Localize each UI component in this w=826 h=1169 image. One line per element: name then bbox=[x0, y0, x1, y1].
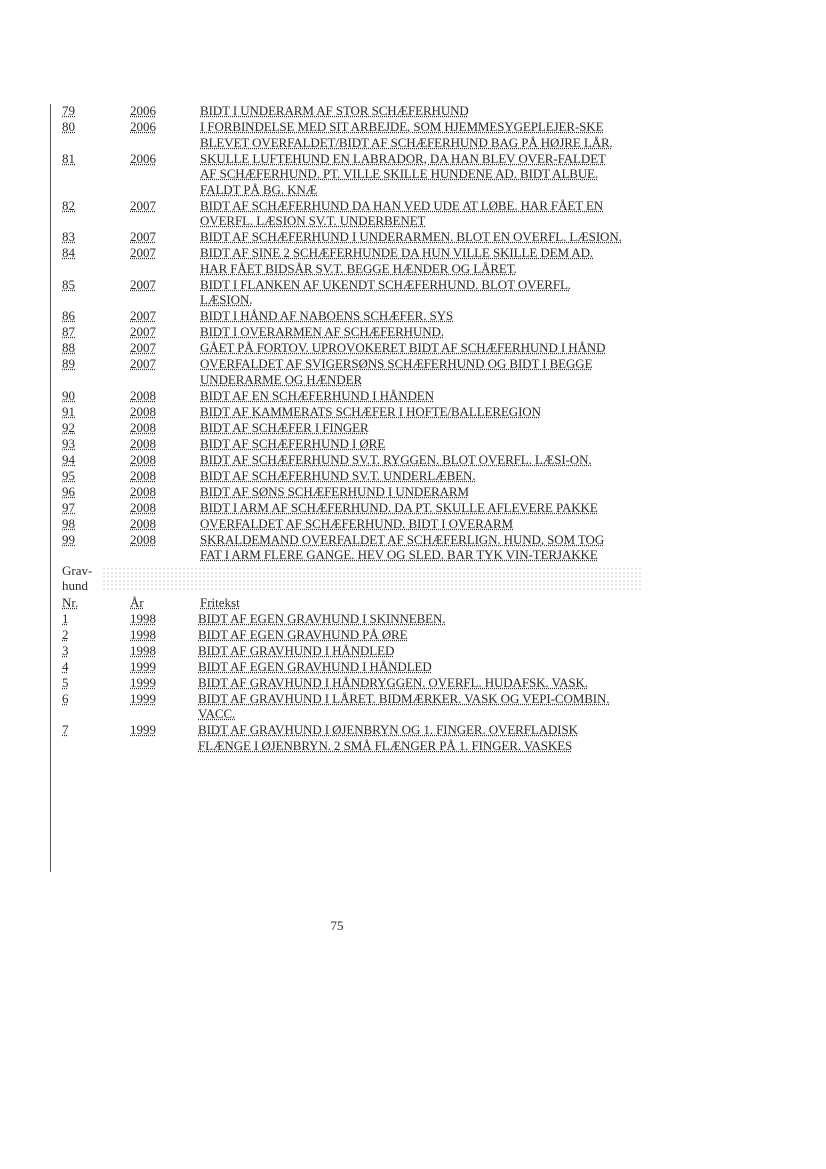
row-text: OVERFALDET AF SVIGERSØNS SCHÆFERHUND OG BIDT I BEGGE UNDERARME OG HÆNDER bbox=[200, 356, 593, 387]
table-row bbox=[62, 245, 622, 276]
row-year: 1999 bbox=[130, 722, 156, 737]
row-text: BIDT AF SCHÆFERHUND I ØRE bbox=[200, 435, 386, 451]
row-text: BIDT AF SCHÆFER I FINGER bbox=[200, 419, 369, 435]
row-year: 2008 bbox=[130, 515, 156, 531]
row-number: 99 bbox=[62, 531, 75, 547]
row-year: 2008 bbox=[130, 531, 156, 547]
row-number: 84 bbox=[62, 245, 75, 260]
row-year: 2006 bbox=[130, 103, 156, 118]
row-text: SKRALDEMAND OVERFALDET AF SCHÆFERLIGN. HUND, SOM TOG FAT I ARM FLERE GANGE. HEV OG SLED. BAR TYK VIN-TERJAKKE bbox=[200, 531, 605, 562]
table-row bbox=[62, 500, 622, 516]
table-row bbox=[62, 198, 622, 229]
scan-noise bbox=[102, 567, 642, 591]
table-row bbox=[62, 659, 622, 675]
table-row bbox=[62, 356, 622, 387]
row-year: 2007 bbox=[130, 276, 156, 292]
row-text: BIDT I HÅND AF NABOENS SCHÆFER. SYS bbox=[200, 308, 454, 323]
row-text: BIDT AF SINE 2 SCHÆFERHUNDE DA HUN VILLE SKILLE DEM AD. HAR FÅET BIDSÅR SV.T. BEGGE HÆNDER OG LÅRET. bbox=[200, 245, 594, 276]
row-text: BIDT AF SCHÆFERHUND DA HAN VED UDE AT LØBE. HAR FÅET EN OVERFL. LÆSION SV.T. UNDERBENET bbox=[200, 197, 604, 228]
row-text: BIDT AF EGEN GRAVHUND I HÅNDLED bbox=[198, 658, 432, 674]
row-text: BIDT AF GRAVHUND I LÅRET. BIDMÆRKER. VASK OG VEPI-COMBIN. VACC. bbox=[198, 690, 610, 721]
row-text: BIDT AF SCHÆFERHUND SV.T. UNDERLÆBEN. bbox=[200, 467, 476, 483]
row-year: 2008 bbox=[130, 467, 156, 483]
row-text: BIDT AF GRAVHUND I ØJENBRYN OG 1. FINGER. OVERFLADISK FLÆNGE I ØJENBRYN. 2 SMÅ FLÆNGER PÅ 1. FINGER. VASKES bbox=[198, 722, 578, 753]
row-text: BIDT AF KAMMERATS SCHÆFER I HOFTE/BALLEREGION bbox=[200, 403, 541, 419]
row-number: 92 bbox=[62, 419, 75, 435]
header-year: År bbox=[130, 595, 144, 610]
table-row bbox=[62, 627, 622, 643]
row-number: 80 bbox=[62, 119, 75, 134]
table-row bbox=[62, 151, 622, 198]
row-number: 91 bbox=[62, 403, 75, 419]
row-text: BIDT I OVERARMEN AF SCHÆFERHUND. bbox=[200, 324, 444, 339]
row-text: OVERFALDET AF SCHÆFERHUND. BIDT I OVERARM bbox=[200, 515, 513, 531]
row-number: 79 bbox=[62, 103, 75, 118]
row-text: BIDT I UNDERARM AF STOR SCHÆFERHUND bbox=[200, 103, 469, 118]
row-year: 1999 bbox=[130, 674, 156, 690]
schaefer-rows bbox=[62, 103, 622, 563]
row-year: 2008 bbox=[130, 387, 156, 403]
gravhund-rows bbox=[62, 611, 622, 754]
row-number: 97 bbox=[62, 499, 75, 515]
row-text: BIDT AF GRAVHUND I HÅNDRYGGEN. OVERFL. HUDAFSK. VASK. bbox=[198, 674, 588, 690]
row-number: 89 bbox=[62, 356, 75, 371]
row-text: BIDT I FLANKEN AF UKENDT SCHÆFERHUND. BLOT OVERFL. LÆSION. bbox=[200, 276, 571, 307]
table-row bbox=[62, 340, 622, 356]
table-header bbox=[62, 595, 622, 611]
row-year: 2007 bbox=[130, 229, 156, 244]
row-number: 3 bbox=[62, 642, 69, 658]
row-year: 2007 bbox=[130, 197, 156, 213]
row-year: 2007 bbox=[130, 356, 156, 371]
row-number: 1 bbox=[62, 610, 69, 626]
row-number: 95 bbox=[62, 467, 75, 483]
margin-rule bbox=[50, 104, 51, 872]
row-text: BIDT AF EGEN GRAVHUND PÅ ØRE bbox=[198, 626, 408, 642]
row-text: BIDT I ARM AF SCHÆFERHUND. DA PT. SKULLE AFLEVERE PAKKE bbox=[200, 499, 598, 515]
row-text: BIDT AF EGEN GRAVHUND I SKINNEBEN. bbox=[198, 610, 446, 626]
table-row bbox=[62, 229, 622, 245]
row-number: 86 bbox=[62, 308, 75, 323]
row-text: BIDT AF SCHÆFERHUND I UNDERARMEN. BLOT EN OVERFL. LÆSION. bbox=[200, 229, 622, 244]
table-row bbox=[62, 452, 622, 468]
row-text: BIDT AF GRAVHUND I HÅNDLED bbox=[198, 642, 395, 658]
row-year: 2007 bbox=[130, 324, 156, 339]
row-text: BIDT AF SØNS SCHÆFERHUND I UNDERARM bbox=[200, 483, 469, 499]
row-text: I FORBINDELSE MED SIT ARBEJDE, SOM HJEMMESYGEPLEJER-SKE BLEVET OVERFALDET/BIDT AF SCHÆFERHUND BAG PÅ HØJRE LÅR. bbox=[200, 119, 613, 150]
row-year: 2008 bbox=[130, 419, 156, 435]
table-row bbox=[62, 436, 622, 452]
row-year: 1998 bbox=[130, 626, 156, 642]
record-table bbox=[62, 103, 622, 754]
header-nr: Nr. bbox=[62, 595, 79, 610]
table-row bbox=[62, 532, 622, 563]
row-number: 82 bbox=[62, 197, 75, 213]
row-number: 81 bbox=[62, 150, 75, 166]
row-year: 2008 bbox=[130, 483, 156, 499]
table-row bbox=[62, 691, 622, 722]
row-year: 2007 bbox=[130, 245, 156, 260]
row-year: 1999 bbox=[130, 690, 156, 706]
section-heading bbox=[62, 563, 622, 595]
row-number: 98 bbox=[62, 515, 75, 531]
row-year: 1998 bbox=[130, 610, 156, 626]
row-number: 7 bbox=[62, 722, 69, 737]
row-number: 88 bbox=[62, 340, 75, 355]
row-year: 1999 bbox=[130, 658, 156, 674]
row-number: 87 bbox=[62, 324, 75, 339]
row-number: 5 bbox=[62, 674, 69, 690]
row-year: 2008 bbox=[130, 403, 156, 419]
table-row bbox=[62, 516, 622, 532]
table-row bbox=[62, 324, 622, 340]
row-text: BIDT AF EN SCHÆFERHUND I HÅNDEN bbox=[200, 387, 434, 403]
table-row bbox=[62, 484, 622, 500]
row-number: 94 bbox=[62, 451, 75, 467]
table-row bbox=[62, 420, 622, 436]
row-year: 1998 bbox=[130, 642, 156, 658]
row-number: 96 bbox=[62, 483, 75, 499]
table-row bbox=[62, 277, 622, 308]
row-year: 2008 bbox=[130, 435, 156, 451]
table-row bbox=[62, 722, 622, 753]
row-year: 2006 bbox=[130, 119, 156, 134]
row-number: 2 bbox=[62, 626, 69, 642]
row-number: 4 bbox=[62, 658, 69, 674]
row-year: 2008 bbox=[130, 451, 156, 467]
table-row bbox=[62, 388, 622, 404]
row-number: 90 bbox=[62, 387, 75, 403]
table-row bbox=[62, 675, 622, 691]
section-title: Grav-hund bbox=[62, 563, 93, 593]
row-number: 6 bbox=[62, 690, 69, 706]
page-number: 75 bbox=[330, 918, 344, 933]
row-year: 2007 bbox=[130, 340, 156, 355]
table-row bbox=[62, 103, 622, 119]
row-text: GÅET PÅ FORTOV. UPROVOKERET BIDT AF SCHÆFERHUND I HÅND bbox=[200, 340, 606, 355]
row-text: SKULLE LUFTEHUND EN LABRADOR, DA HAN BLEV OVER-FALDET AF SCHÆFERHUND. PT. VILLE SKILLE HUNDENE AD. BIDT ALBUE. FALDT PÅ BG. KNÆ bbox=[200, 150, 606, 197]
table-row bbox=[62, 643, 622, 659]
row-year: 2008 bbox=[130, 499, 156, 515]
row-number: 85 bbox=[62, 276, 75, 292]
table-row bbox=[62, 404, 622, 420]
header-text: Fritekst bbox=[200, 595, 240, 610]
table-row bbox=[62, 119, 622, 150]
row-number: 83 bbox=[62, 229, 75, 244]
row-year: 2007 bbox=[130, 308, 156, 323]
row-text: BIDT AF SCHÆFERHUND SV.T. RYGGEN. BLOT OVERFL. LÆSI-ON. bbox=[200, 451, 592, 467]
row-number: 93 bbox=[62, 435, 75, 451]
row-year: 2006 bbox=[130, 150, 156, 166]
table-row bbox=[62, 308, 622, 324]
table-row bbox=[62, 611, 622, 627]
table-row bbox=[62, 468, 622, 484]
